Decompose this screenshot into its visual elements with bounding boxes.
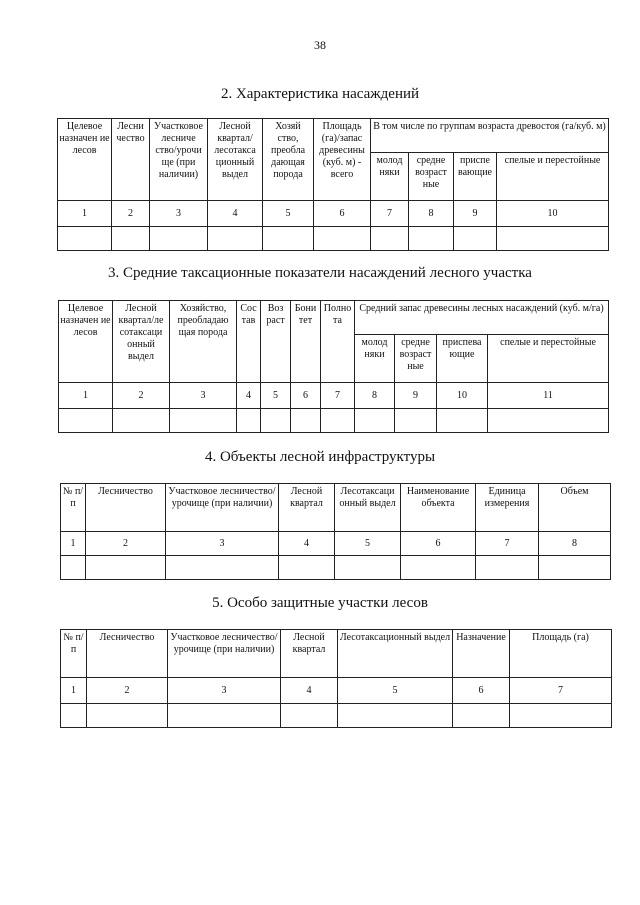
column-number-cell: 6 (314, 201, 371, 227)
blank-cell (61, 704, 87, 728)
blank-cell (510, 704, 612, 728)
column-number-cell: 5 (335, 532, 401, 556)
column-number-cell: 1 (59, 383, 113, 409)
subheader-cell: приспева ющие (437, 335, 488, 383)
column-number-cell: 2 (87, 678, 168, 704)
blank-cell (279, 556, 335, 580)
blank-cell (291, 409, 321, 433)
blank-cell (454, 227, 497, 251)
blank-cell (87, 704, 168, 728)
column-number-cell: 2 (112, 201, 150, 227)
column-number-cell: 9 (454, 201, 497, 227)
blank-cell (488, 409, 609, 433)
column-number-cell: 10 (497, 201, 609, 227)
header-cell: Единица измерения (476, 484, 539, 532)
column-number-cell: 5 (261, 383, 291, 409)
blank-cell (338, 704, 453, 728)
header-cell: Участковое лесниче ство/урочи ще (при наличии) (150, 119, 208, 201)
column-number-cell: 1 (58, 201, 112, 227)
column-number-cell: 8 (539, 532, 611, 556)
column-number-cell: 6 (291, 383, 321, 409)
column-number-cell: 1 (61, 678, 87, 704)
blank-cell (453, 704, 510, 728)
blank-cell (476, 556, 539, 580)
column-number-cell: 5 (263, 201, 314, 227)
subheader-cell: приспе вающие (454, 153, 497, 201)
blank-cell (281, 704, 338, 728)
header-cell: Наименование объекта (401, 484, 476, 532)
column-number-cell: 4 (208, 201, 263, 227)
blank-cell (61, 556, 86, 580)
header-cell: Участковое лесничество/урочище (при наличии) (168, 630, 281, 678)
header-cell: Лесной квартал (281, 630, 338, 678)
header-cell: Лесной квартал/ле сотаксаци онный выдел (113, 301, 170, 383)
header-cell: Лесничество (87, 630, 168, 678)
header-cell: Хозяйство, преобладаю щая порода (170, 301, 237, 383)
column-number-cell: 2 (86, 532, 166, 556)
section-title-protected-areas: 5. Особо защитные участки лесов (212, 595, 428, 611)
blank-cell (401, 556, 476, 580)
header-cell: Лесничество (86, 484, 166, 532)
header-cell: Целевое назначен ие лесов (59, 301, 113, 383)
blank-cell (113, 409, 170, 433)
column-number-cell: 6 (401, 532, 476, 556)
section-title-inventory-indicators: 3. Средние таксационные показатели насаждений лесного участка (108, 265, 532, 281)
column-number-cell: 3 (150, 201, 208, 227)
header-cell: Площадь (га)/запас древесины (куб. м) - всего (314, 119, 371, 201)
column-number-cell: 1 (61, 532, 86, 556)
column-number-cell: 5 (338, 678, 453, 704)
blank-cell (170, 409, 237, 433)
blank-cell (263, 227, 314, 251)
page-number: 38 (314, 38, 326, 52)
column-number-cell: 8 (355, 383, 395, 409)
header-cell: Лесни чество (112, 119, 150, 201)
header-cell: Воз раст (261, 301, 291, 383)
section-title-characteristics: 2. Характеристика насаждений (220, 86, 420, 102)
subheader-cell: средне возраст ные (409, 153, 454, 201)
header-cell: Площадь (га) (510, 630, 612, 678)
column-number-cell: 4 (279, 532, 335, 556)
subheader-cell: спелые и перестойные (488, 335, 609, 383)
header-cell: № п/п (61, 484, 86, 532)
column-number-cell: 3 (168, 678, 281, 704)
header-cell: Участковое лесничество/ урочище (при наличии) (166, 484, 279, 532)
column-number-cell: 8 (409, 201, 454, 227)
header-cell: Лесотаксаци онный выдел (335, 484, 401, 532)
blank-cell (166, 556, 279, 580)
header-cell: № п/п (61, 630, 87, 678)
header-cell: Лесной квартал/ лесотакса ционный выдел (208, 119, 263, 201)
blank-cell (168, 704, 281, 728)
column-number-cell: 2 (113, 383, 170, 409)
header-cell: Лесной квартал (279, 484, 335, 532)
subheader-cell: средне возраст ные (395, 335, 437, 383)
blank-cell (314, 227, 371, 251)
section-title-infrastructure: 4. Объекты лесной инфраструктуры (204, 449, 436, 465)
blank-cell (355, 409, 395, 433)
blank-cell (59, 409, 113, 433)
blank-cell (395, 409, 437, 433)
blank-cell (112, 227, 150, 251)
subheader-cell: спелые и перестойные (497, 153, 609, 201)
column-number-cell: 4 (281, 678, 338, 704)
blank-cell (321, 409, 355, 433)
table-infrastructure (60, 483, 611, 580)
column-number-cell: 3 (166, 532, 279, 556)
column-number-cell: 7 (510, 678, 612, 704)
header-cell: Целевое назначен ие лесов (58, 119, 112, 201)
blank-cell (86, 556, 166, 580)
column-number-cell: 7 (476, 532, 539, 556)
header-cell: Назначение (453, 630, 510, 678)
table-protected-areas (60, 629, 612, 728)
column-number-cell: 9 (395, 383, 437, 409)
header-cell: Бони тет (291, 301, 321, 383)
header-cell: Полно та (321, 301, 355, 383)
column-number-cell: 10 (437, 383, 488, 409)
blank-cell (497, 227, 609, 251)
column-number-cell: 11 (488, 383, 609, 409)
column-number-cell: 7 (371, 201, 409, 227)
subheader-cell: молод няки (355, 335, 395, 383)
blank-cell (58, 227, 112, 251)
column-number-cell: 4 (237, 383, 261, 409)
group-header-cell: В том числе по группам возраста древостоя (га/куб. м) (371, 119, 609, 153)
group-header-cell: Средний запас древесины лесных насаждений (куб. м/га) (355, 301, 609, 335)
header-cell: Сос тав (237, 301, 261, 383)
blank-cell (261, 409, 291, 433)
table-inventory-indicators (58, 300, 609, 433)
header-cell: Хозяй ство, преобла дающая порода (263, 119, 314, 201)
blank-cell (208, 227, 263, 251)
column-number-cell: 6 (453, 678, 510, 704)
blank-cell (409, 227, 454, 251)
header-cell: Объем (539, 484, 611, 532)
column-number-cell: 3 (170, 383, 237, 409)
blank-cell (150, 227, 208, 251)
blank-cell (539, 556, 611, 580)
subheader-cell: молод няки (371, 153, 409, 201)
blank-cell (237, 409, 261, 433)
column-number-cell: 7 (321, 383, 355, 409)
blank-cell (371, 227, 409, 251)
header-cell: Лесотаксационный выдел (338, 630, 453, 678)
blank-cell (437, 409, 488, 433)
blank-cell (335, 556, 401, 580)
table-characteristics (57, 118, 609, 251)
